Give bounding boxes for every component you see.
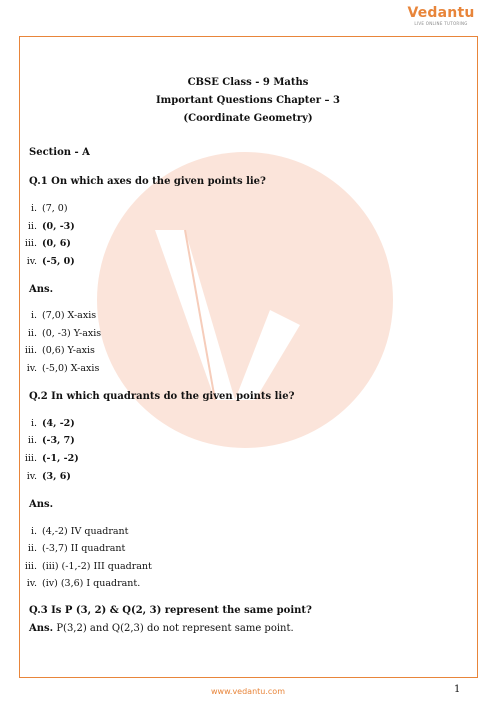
q2-answer-label: Ans.	[29, 499, 54, 510]
q2-answer-num: iv.	[26, 578, 37, 589]
q2-option: (3, 6)	[42, 471, 71, 482]
q1-option-num: iii.	[24, 238, 37, 249]
q2-answer: (4,-2) IV quadrant	[42, 526, 129, 537]
doc-title-line3: (Coordinate Geometry)	[183, 113, 313, 124]
q1-answer-num: iv.	[26, 363, 37, 374]
q1-answer: (7,0) X-axis	[42, 310, 97, 321]
q3-answer	[29, 623, 294, 634]
vedantu-watermark-logo	[95, 150, 395, 450]
q2-option-num: iv.	[26, 471, 37, 482]
q1-option-num: i.	[30, 203, 37, 214]
footer-url-link[interactable]: www.vedantu.com	[211, 687, 285, 696]
q2-answer-num: iii.	[24, 561, 37, 572]
doc-title-line2: Important Questions Chapter – 3	[156, 95, 340, 106]
section-heading: Section - A	[29, 147, 90, 158]
q2-answer-num: i.	[30, 526, 37, 537]
q1-option: (0, -3)	[42, 221, 75, 232]
q1-answer-num: ii.	[27, 328, 37, 339]
vedantu-logo	[406, 6, 476, 27]
doc-title-line1: CBSE Class - 9 Maths	[187, 77, 309, 88]
q2-option-num: iii.	[24, 453, 37, 464]
q1-answer: (0,6) Y-axis	[42, 345, 95, 356]
logo-wordmark: Vedantu	[407, 5, 475, 21]
q1-answer: (0, -3) Y-axis	[42, 328, 102, 339]
question-1: Q.1 On which axes do the given points lie?	[29, 176, 266, 187]
q2-answer: (iv) (3,6) I quadrant.	[42, 578, 141, 589]
q1-answer-num: iii.	[24, 345, 37, 356]
q1-option: (0, 6)	[42, 238, 71, 249]
q1-option-num: ii.	[27, 221, 37, 232]
question-3: Q.3 Is P (3, 2) & Q(2, 3) represent the same point?	[29, 605, 312, 616]
page-number: 1	[454, 684, 461, 695]
q3-answer-text: P(3,2) and Q(2,3) do not represent same point.	[53, 623, 294, 634]
q2-option: (-1, -2)	[42, 453, 79, 464]
q1-answer: (-5,0) X-axis	[42, 363, 100, 374]
q1-option-num: iv.	[26, 256, 37, 267]
q1-answer-num: i.	[30, 310, 37, 321]
q2-option: (4, -2)	[42, 418, 75, 429]
q1-option: (7, 0)	[42, 203, 68, 214]
q3-answer-label: Ans.	[29, 623, 54, 634]
question-2: Q.2 In which quadrants do the given points lie?	[29, 391, 295, 402]
q2-option: (-3, 7)	[42, 435, 75, 446]
q1-answer-label: Ans.	[29, 284, 54, 295]
logo-tagline: LIVE ONLINE TUTORING	[414, 21, 468, 26]
q2-option-num: ii.	[27, 435, 37, 446]
q2-answer: (-3,7) II quadrant	[42, 543, 126, 554]
q2-answer: (iii) (-1,-2) III quadrant	[42, 561, 152, 572]
q2-option-num: i.	[30, 418, 37, 429]
q1-option: (-5, 0)	[42, 256, 75, 267]
q2-answer-num: ii.	[27, 543, 37, 554]
